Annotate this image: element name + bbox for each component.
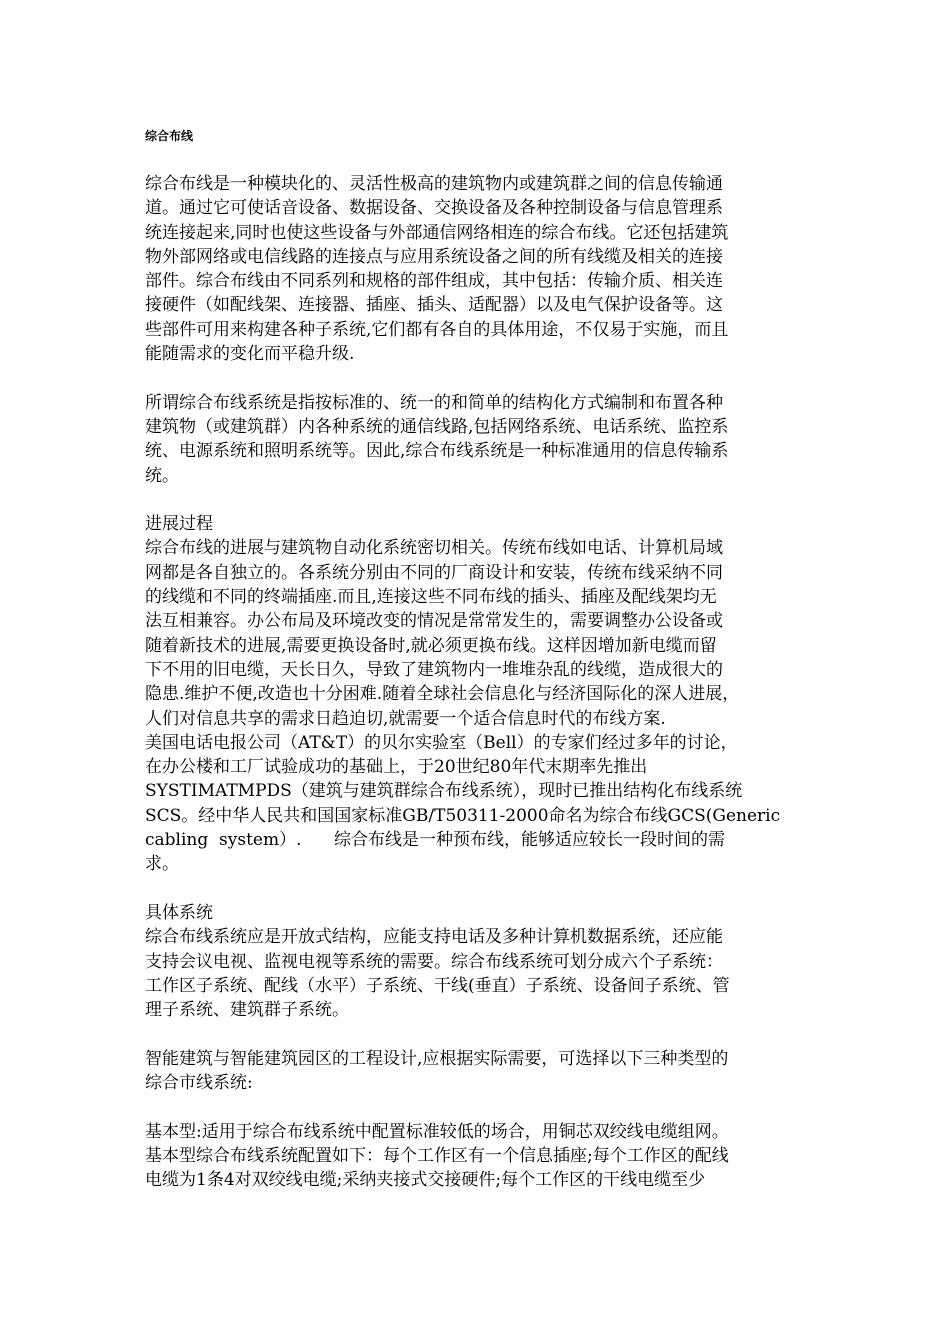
paragraph-gap [145,877,815,901]
text-line: 在办公楼和工厂试验成功的基础上，于20世纪80年代末期率先推出 [145,757,648,778]
text-line: 进展过程 [145,514,213,535]
text-line: 些部件可用来构建各种子系统,它们都有各自的具体用途，不仅易于实施，而且 [145,319,729,340]
text-line: 求。 [145,854,179,875]
text-line: 智能建筑与智能建筑园区的工程设计,应根据实际需要，可选择以下三种类型的 [145,1048,729,1069]
document-title: 综合布线 [145,129,194,143]
text-line: SYSTIMATMPDS（建筑与建筑群综合布线系统），现时已推出结构化布线系统 [145,781,743,802]
text-line: 基本型综合布线系统配置如下：每个工作区有一个信息插座;每个工作区的配线 [145,1145,729,1166]
text-line: 法互相兼容。办公布局及环境改变的情况是常常发生的，需要调整办公设备或 [145,611,723,632]
text-line: 综合布线是一种模块化的、灵活性极高的建筑物内或建筑群之间的信息传输通 [145,174,723,194]
text-line: 美国电话电报公司（AT&T）的贝尔实验室（Bell）的专家们经过多年的讨论， [145,732,738,753]
text-line: 道。通过它可使话音设备、数据设备、交换设备及各种控制设备与信息管理系 [145,198,723,219]
text-line: 物外部网络或电信线路的连接点与应用系统设备之间的所有线缆及相关的连接 [145,246,723,267]
text-line: 人们对信息共享的需求日趋迫切,就需要一个适合信息时代的布线方案. [145,708,666,729]
text-line: 基本型:适用于综合布线系统中配置标准较低的场合，用铜芯双绞线电缆组网。 [145,1121,729,1142]
text-line: 建筑物（或建筑群）内各种系统的通信线路,包括网络系统、电话系统、监控系 [145,416,729,437]
text-line: 的线缆和不同的终端插座.而且,连接这些不同布线的插头、插座及配线架均无 [145,587,717,608]
text-line: 综合布线系统应是开放式结构，应能支持电话及多种计算机数据系统，还应能 [145,927,723,948]
text-line: 隐患.维护不便,改造也十分困难.随着全球社会信息化与经济国际化的深人进展， [145,684,740,705]
text-line: 工作区子系统、配线（水平）子系统、干线(垂直）子系统、设备间子系统、管 [145,975,730,996]
text-line: 部件。综合布线由不同系列和规格的部件组成，其中包括：传输介质、相关连 [145,271,723,292]
text-line: 电缆为1条4对双绞线电缆;采纳夹接式交接硬件;每个工作区的干线电缆至少 [145,1170,706,1191]
text-line: 理子系统、建筑群子系统。 [145,1000,349,1021]
paragraph-gap [145,1022,815,1046]
document-body [145,172,815,1192]
text-line: 能随需求的变化而平稳升级. [145,344,355,365]
text-line: SCS。经中华人民共和国国家标准GB/T50311-2000命名为综合布线GCS(Generic [145,805,781,826]
text-line: 统连接起来,同时也使这些设备与外部通信网络相连的综合布线。它还包括建筑 [145,222,729,243]
text-line: 统。 [145,465,179,486]
text-line: 综合市线系统: [145,1072,253,1093]
text-line: 综合布线的进展与建筑物自动化系统密切相关。传统布线如电话、计算机局域 [145,538,723,559]
text-line: cabling system）. 综合布线是一种预布线，能够适应较长一段时间的需 [145,830,725,851]
text-line: 网都是各自独立的。各系统分别由不同的厂商设计和安装，传统布线采纳不同 [145,562,723,583]
text-line: 统、电源系统和照明系统等。因此,综合布线系统是一种标准通用的信息传输系 [145,441,729,462]
paragraph-gap [145,1095,815,1119]
text-line: 随着新技术的进展,需要更换设备时,就必须更换布线。这样因增加新电缆而留 [145,635,717,656]
paragraph-gap [145,366,815,390]
text-line: 接硬件（如配线架、连接器、插座、插头、适配器）以及电气保护设备等。这 [145,295,723,316]
text-line: 所谓综合布线系统是指按标准的、统一的和简单的结构化方式编制和布置各种 [145,392,723,413]
text-line: 下不用的旧电缆，天长日久，导致了建筑物内一堆堆杂乱的线缆，造成很大的 [145,659,723,680]
text-line: 具体系统 [145,902,213,923]
text-line: 支持会议电视、监视电视等系统的需要。综合布线系统可划分成六个子系统： [145,951,723,972]
paragraph-gap [145,488,815,512]
